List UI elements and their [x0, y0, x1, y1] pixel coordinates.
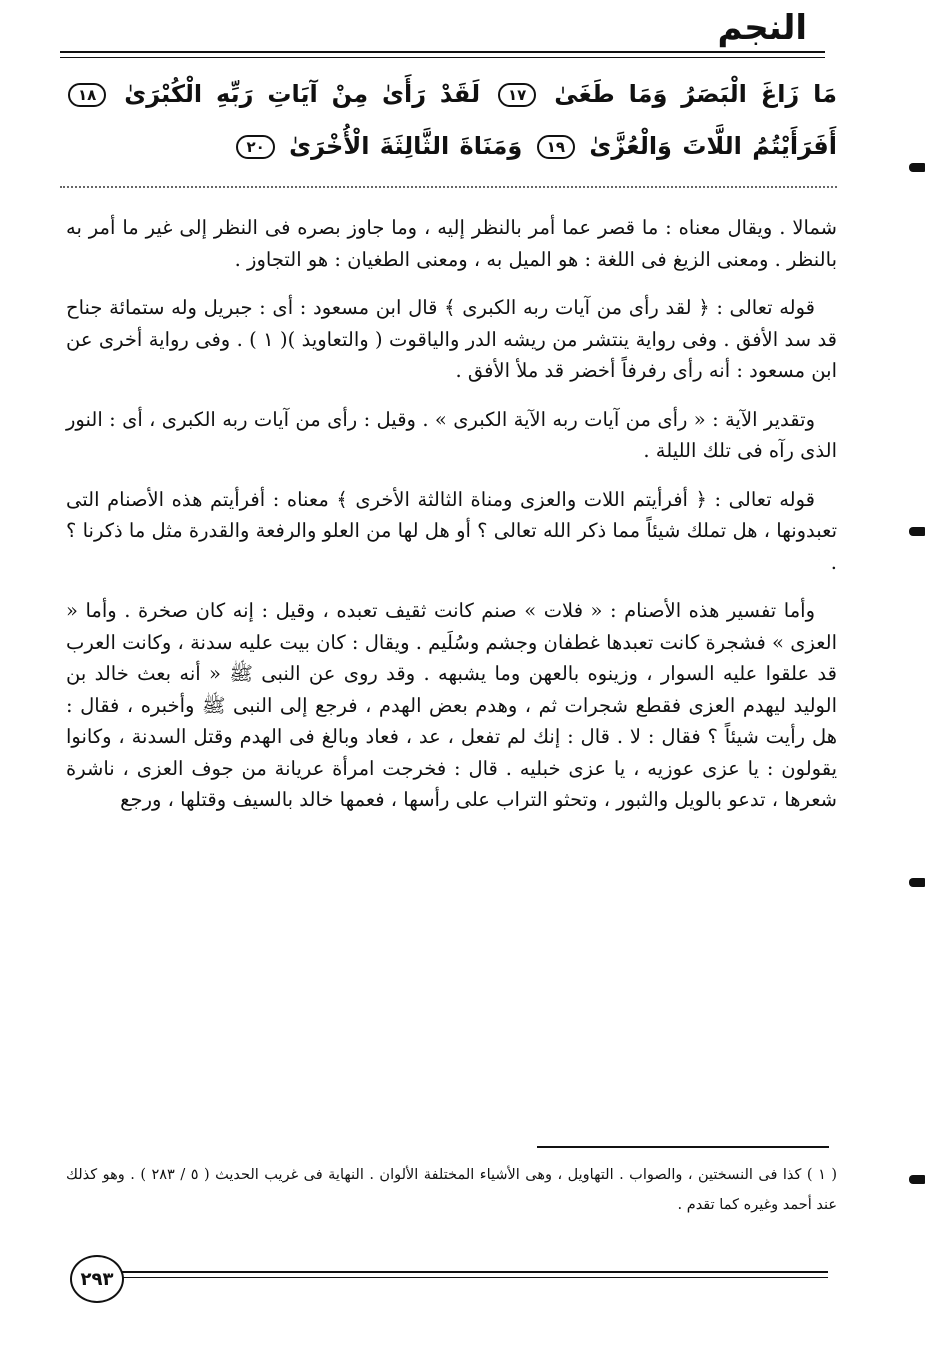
footnotes [66, 1160, 837, 1220]
paragraph: شمالا . ويقال معناه : ما قصر عما أمر بالنظر إليه ، وما جاوز بصره فى النظر إلى غير ما أمر به بالنظر . ومعنى الزيغ فى اللغة : هو الميل به ، ومعنى الطغيان : هو التجاوز . [66, 216, 837, 271]
footer-rule-bottom [118, 1277, 828, 1278]
verse-text: أَفَرَأَيْتُمُ اللَّاتَ وَالْعُزَّىٰ [589, 132, 837, 160]
page-number: ٢٩٣ [70, 1255, 124, 1303]
ayah-number-marker: ١٨ [68, 83, 106, 107]
ayah-number-marker: ١٧ [498, 83, 536, 107]
verse-text: لَقَدْ رَأَىٰ مِنْ آيَاتِ رَبِّهِ الْكُبْرَىٰ [124, 80, 481, 108]
surah-title: النجم [717, 8, 807, 48]
footnote: ( ١ ) كذا فى النسختين ، والصواب . التهاويل ، وهى الأشياء المختلفة الألوان . النهاية فى غريب الحديث ( ٥ / ٢٨٣ ) . وهو كذلك عند أحمد وغيره كما تقدم . [66, 1167, 837, 1213]
paragraph: قوله تعالى : ﴿ لقد رأى من آيات ربه الكبرى ﴾ قال ابن مسعود : أى : جبريل وله ستمائة جناح قد سد الأفق . وفى رواية ينتشر من ريشه الدر والياقوت ( والتعاويذ )( ١ ) . وفى رواية أخرى عن ابن مسعود : أنه رأى رفرفاً أخضر قد ملأ الأفق . [66, 296, 837, 382]
header-rule-top [60, 51, 825, 53]
ayah-number-marker: ٢٠ [236, 135, 274, 159]
margin-mark [909, 527, 925, 536]
margin-mark [909, 1175, 925, 1184]
margin-mark [909, 878, 925, 887]
commentary-body [66, 212, 837, 833]
header-rule-bottom [60, 57, 825, 58]
verse-text: مَا زَاغَ الْبَصَرُ وَمَا طَغَىٰ [554, 80, 838, 108]
quran-verses [64, 68, 837, 172]
verse-separator [60, 186, 837, 188]
paragraph: وتقدير الآية : « رأى من آيات ربه الآية الكبرى » . وقيل : رأى من آيات ربه الكبرى ، أى : النور الذى رآه فى تلك الليلة . [66, 407, 837, 462]
ayah-number-marker: ١٩ [537, 135, 575, 159]
footnote-rule [537, 1146, 829, 1148]
verse-text: وَمَنَاةَ الثَّالِثَةَ الْأُخْرَىٰ [289, 132, 523, 160]
footer-rule-top [118, 1271, 828, 1273]
paragraph: قوله تعالى : ﴿ أفرأيتم اللات والعزى ومناة الثالثة الأخرى ﴾ معناه : أفرأيتم هذه الأصنام التى تعبدونها ، هل تملك شيئاً مما ذكر الله تعالى ؟ أو هل لها من العلو والرفعة والقدرة مثل ما ذكرنا ؟ . [66, 487, 837, 574]
margin-mark [909, 163, 925, 172]
paragraph: وأما تفسير هذه الأصنام : « فلات » صنم كانت ثقيف تعبده ، وقيل : إنه كان صخرة . وأما « العزى » فشجرة كانت تعبدها غطفان وجشم وسُلَيم . ويقال : كان بيت عليه سدنة ، وكانت العرب قد علقوا عليه السوار ، وزينوه بالعهن وما يشبهه . وقد روى عن النبى ﷺ « أنه بعث خالد بن الوليد ليهدم العزى فقطع شجرات ثم ، وهدم بعض الهدم ، فرجع إلى النبى ﷺ وأخبره ، فقال : هل رأيت شيئاً ؟ فقال : لا . قال : إنك لم تفعل ، عد ، فعاد وبالغ فى الهدم وقتل السدنة ، وكانوا يقولون : يا عزى عوزيه ، يا عزى خبليه . قال : فخرجت امرأة عريانة من جوف العزى ، ناشرة شعرها ، تدعو بالويل والثبور ، وتحثو التراب على رأسها ، فعمها خالد بالسيف وقتلها ، ورجع [66, 599, 837, 811]
